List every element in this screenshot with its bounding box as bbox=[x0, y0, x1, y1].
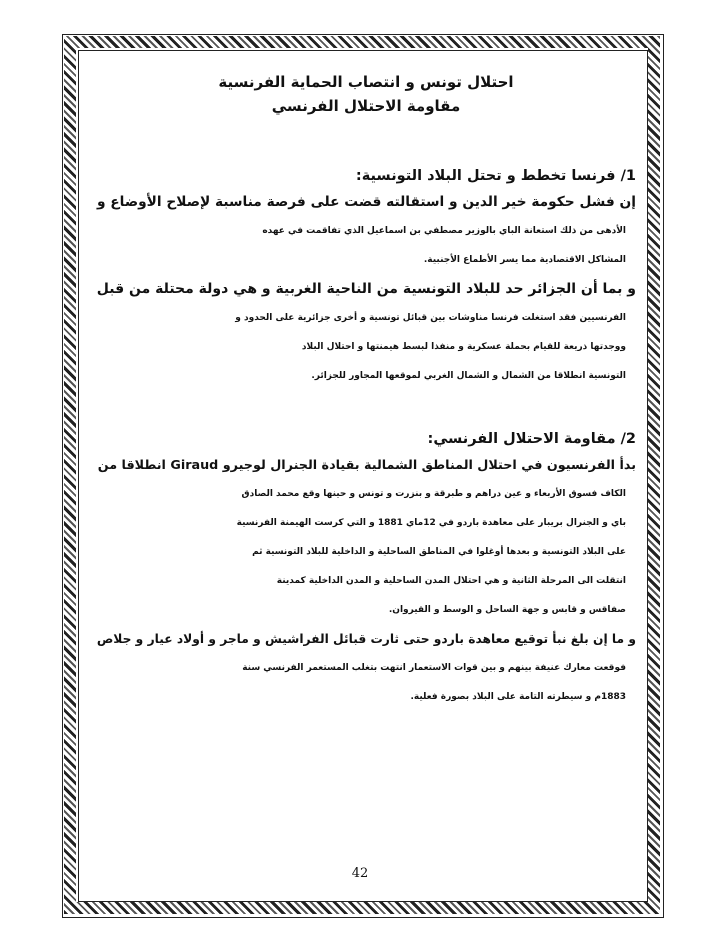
section-2-heading: 2/ مقاومة الاحتلال الفرنسي: bbox=[427, 431, 636, 447]
paragraph-line: إن فشل حكومة خير الدين و استقالته قضت على فرصة مناسبة لإصلاح الأوضاع و bbox=[96, 194, 636, 210]
paragraph-line: و بما أن الجزائر حد للبلاد التونسية من الناحية الغربية و هي دولة محتلة من قبل bbox=[96, 281, 636, 297]
paragraph-line: على البلاد التونسية و بعدها أوغلوا في المناطق الساحلية و الداخلية للبلاد التونسية ثم bbox=[252, 547, 626, 557]
paragraph-line: و ما إن بلغ نبأ توقيع معاهدة باردو حتى ثارت قبائل الفراشيش و ماجر و أولاد عيار و جلاص bbox=[96, 632, 636, 646]
paragraph-line: صفاقس و قابس و جهة الساحل و الوسط و القيروان. bbox=[388, 605, 626, 615]
document-title: احتلال تونس و انتصاب الحماية الفرنسية bbox=[218, 73, 514, 91]
document-body bbox=[96, 64, 636, 712]
page-number: 42 bbox=[351, 866, 369, 881]
paragraph-line: بدأ الفرنسيون في احتلال المناطق الشمالية بقيادة الجنرال لوجيرو Giraud انطلاقا من bbox=[97, 458, 636, 473]
paragraph-line: 1883م و سيطرته التامة على البلاد بصورة فعلية. bbox=[410, 692, 626, 702]
paragraph-line: الكاف فسوق الأربعاء و عين دراهم و طبرقة و بنزرت و تونس و حينها وقع محمد الصادق bbox=[241, 489, 626, 499]
paragraph-line: الفرنسيين فقد استغلت فرنسا مناوشات بين قبائل تونسية و أخرى جزائرية على الحدود و bbox=[235, 313, 626, 323]
paragraph-line: انتقلت الى المرحلة الثانية و هي احتلال المدن الساحلية و المدن الداخلية كمدينة bbox=[276, 576, 626, 586]
paragraph-line: ووجدتها ذريعة للقيام بحملة عسكرية و منفذا لبسط هيمنتها و احتلال البلاد bbox=[301, 342, 626, 352]
section-2-body bbox=[96, 451, 636, 712]
paragraph-line: المشاكل الاقتصادية مما يسر الأطماع الأجنبية. bbox=[423, 255, 626, 265]
paragraph-line: فوقعت معارك عنيفة بينهم و بين قوات الاستعمار انتهت بتغلب المستعمر الفرنسي سنة bbox=[242, 663, 626, 673]
paragraph-line: الأدهى من ذلك استعانة الباي بالوزير مصطفي بن اسماعيل الذي تفاقمت في عهده bbox=[262, 226, 626, 236]
paragraph-line: التونسية انطلاقا من الشمال و الشمال الغربي لموقعها المجاور للجزائر. bbox=[311, 371, 626, 381]
document-subtitle: مقاومة الاحتلال الفرنسي bbox=[271, 97, 461, 115]
paragraph-line: باي و الجنرال بريبار على معاهدة باردو في 12ماي 1881 و التي كرست الهيمنة الفرنسية bbox=[236, 518, 626, 528]
section-1-body bbox=[96, 188, 636, 391]
section-1-heading: 1/ فرنسا تخطط و تحتل البلاد التونسية: bbox=[355, 168, 636, 184]
